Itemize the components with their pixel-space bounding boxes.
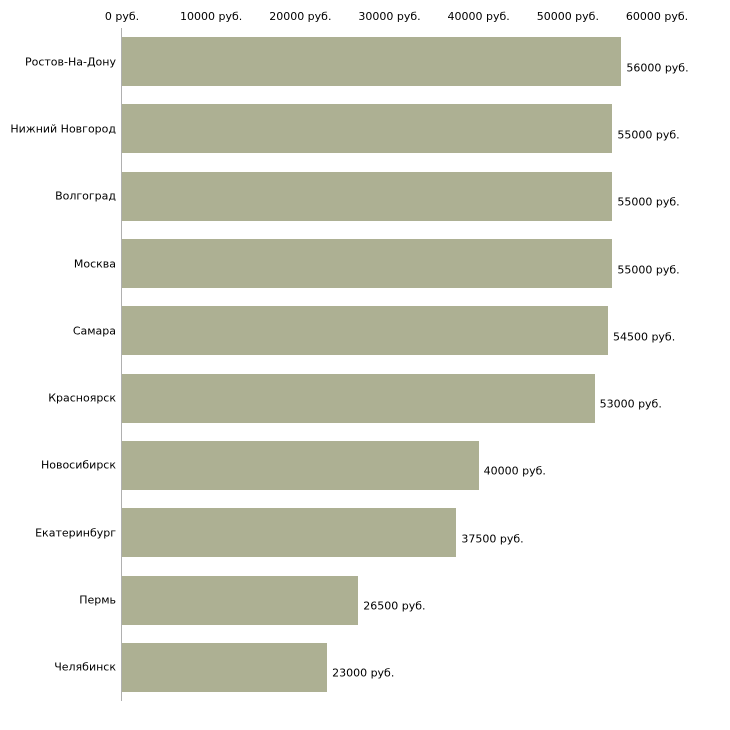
bar-value-label: 37500 руб.	[461, 532, 524, 546]
x-axis-tick-label: 0 руб.	[104, 10, 140, 23]
bar-value-label: 55000 руб.	[617, 128, 680, 142]
bar-value-label: 23000 руб.	[332, 666, 395, 680]
y-axis-category-label: Волгоград	[55, 189, 116, 203]
y-axis-category-label: Москва	[73, 257, 116, 271]
bar	[122, 643, 327, 692]
x-axis-tick-label: 20000 руб.	[269, 10, 332, 23]
x-axis-tick-label: 30000 руб.	[358, 10, 421, 23]
bar	[122, 104, 612, 153]
y-axis-category-label: Красноярск	[48, 391, 116, 405]
y-axis-category-label: Екатеринбург	[35, 526, 116, 540]
bar	[122, 37, 621, 86]
bar-value-label: 55000 руб.	[617, 263, 680, 277]
x-axis-tick-label: 50000 руб.	[536, 10, 599, 23]
bar-value-label: 56000 руб.	[626, 61, 689, 75]
bar	[122, 239, 612, 288]
bar	[122, 374, 595, 423]
y-axis-category-label: Нижний Новгород	[10, 122, 116, 136]
y-axis-category-label: Самара	[72, 324, 116, 338]
y-axis-category-label: Ростов-На-Дону	[24, 55, 116, 69]
x-axis-tick-label: 60000 руб.	[625, 10, 689, 23]
y-axis-category-label: Пермь	[79, 593, 116, 607]
bar-value-label: 40000 руб.	[483, 464, 546, 478]
bar-value-label: 26500 руб.	[363, 599, 426, 613]
bar	[122, 576, 358, 625]
y-axis-line	[121, 28, 122, 701]
bar-value-label: 53000 руб.	[599, 397, 662, 411]
bar-value-label: 55000 руб.	[617, 195, 680, 209]
y-axis-category-label: Новосибирск	[40, 458, 116, 472]
bar-value-label: 54500 руб.	[612, 330, 676, 344]
bar	[122, 508, 456, 557]
bar	[122, 306, 608, 355]
x-axis-tick-label: 10000 руб.	[180, 10, 243, 23]
x-axis-tick-label: 40000 руб.	[447, 10, 510, 23]
bar	[122, 172, 612, 221]
bar	[122, 441, 479, 490]
y-axis-category-label: Челябинск	[54, 660, 116, 674]
